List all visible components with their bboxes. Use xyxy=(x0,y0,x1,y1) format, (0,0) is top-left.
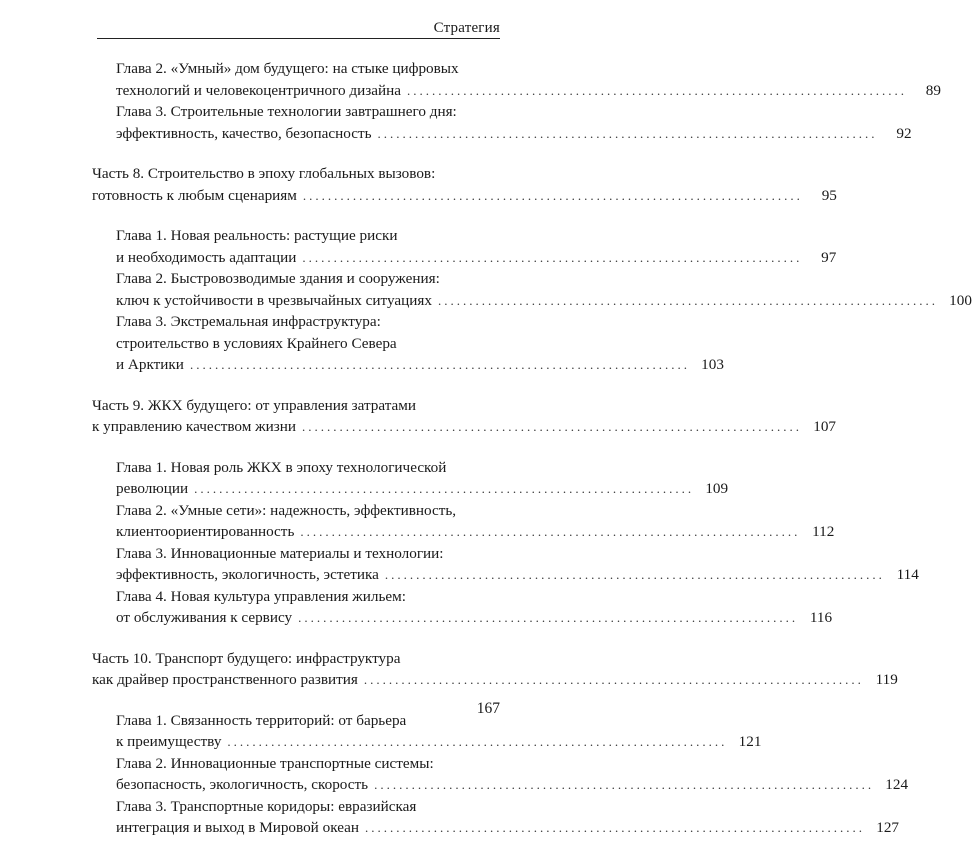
toc-page-number: 112 xyxy=(812,523,835,540)
toc-entry-last-line xyxy=(116,817,899,839)
toc-entry-line: к управлению качеством жизни xyxy=(92,418,296,435)
dot-leader: ................................................................................ xyxy=(298,610,799,625)
dot-leader: ................................................................................ xyxy=(189,357,690,372)
toc-page-number: 114 xyxy=(896,566,919,583)
dot-leader: ................................................................................ xyxy=(406,82,907,98)
toc-chapter-entry xyxy=(92,586,833,629)
toc-entry-last-line xyxy=(116,521,835,543)
toc-entry-line: как драйвер пространственного развития xyxy=(92,671,358,688)
toc-entry-line: строительство в условиях Крайнего Севера xyxy=(116,334,397,352)
toc-page-number: 119 xyxy=(875,671,898,688)
toc-entry-line: Глава 3. Инновационные материалы и технологии: xyxy=(116,544,444,562)
toc-section xyxy=(92,163,972,376)
toc-page-number: 109 xyxy=(705,480,729,497)
dot-leader: ................................................................................ xyxy=(384,567,885,582)
toc-page-number: 95 xyxy=(821,186,837,204)
dot-leader: ................................................................................ xyxy=(363,672,864,687)
toc-entry-line: безопасность, экологичность, скорость xyxy=(116,776,369,793)
toc-part-entry xyxy=(92,395,836,438)
toc-entry-line: Часть 8. Строительство в эпоху глобальных вызовов: xyxy=(92,165,436,182)
dot-leader: ................................................................................ xyxy=(227,734,728,749)
toc-entry-line: Глава 4. Новая культура управления жильем: xyxy=(116,587,406,605)
dot-leader: ................................................................................ xyxy=(302,419,802,434)
toc-part-entry xyxy=(92,648,898,691)
toc-entry-line: эффективность, качество, безопасность xyxy=(116,124,372,142)
toc-page-number: 107 xyxy=(813,418,836,435)
toc-section xyxy=(92,648,909,839)
toc-chapter-entry xyxy=(92,710,762,753)
toc-entry-line: интеграция и выход в Мировой океан xyxy=(116,819,359,836)
toc-page-number: 116 xyxy=(809,609,833,626)
toc-page-number: 89 xyxy=(925,81,941,99)
toc-entry-line: эффективность, экологичность, эстетика xyxy=(116,566,379,583)
toc-page-number: 127 xyxy=(876,819,899,836)
toc-entry-last-line xyxy=(116,354,724,376)
header-rule xyxy=(97,38,500,39)
toc-entry-last-line xyxy=(116,80,941,102)
toc-entry-line: клиентоориентированность xyxy=(116,523,295,540)
toc-chapter-entry xyxy=(92,543,919,586)
toc-page-number: 97 xyxy=(821,248,837,266)
dot-leader: ................................................................................ xyxy=(300,524,801,539)
toc-entry-line: Глава 3. Транспортные коридоры: евразийская xyxy=(116,797,417,815)
running-header-title: Стратегия xyxy=(433,20,500,36)
toc-chapter-entry xyxy=(92,268,972,311)
toc-page-number: 100 xyxy=(949,291,972,309)
toc-entry-line: революции xyxy=(116,480,189,497)
toc-section xyxy=(92,395,919,629)
toc-chapter-entry xyxy=(92,311,724,376)
toc-entry-line: ключ к устойчивости в чрезвычайных ситуациях xyxy=(116,291,432,309)
toc-chapter-entry xyxy=(92,457,729,500)
toc-entry-line: Глава 1. Связанность территорий: от барьера xyxy=(116,711,407,729)
page-number: 167 xyxy=(476,700,500,717)
toc-chapter-entry xyxy=(92,58,941,101)
toc-entry-line: Часть 10. Транспорт будущего: инфраструктура xyxy=(92,649,401,667)
toc-entry-line: Глава 2. Быстровозводимые здания и сооружения: xyxy=(116,270,440,287)
toc-page-number: 124 xyxy=(885,776,909,793)
toc-page-number: 103 xyxy=(701,356,724,373)
table-of-contents xyxy=(92,58,972,858)
toc-entry-last-line xyxy=(116,774,909,796)
toc-entry-last-line xyxy=(116,564,919,586)
toc-chapter-entry xyxy=(92,500,835,543)
toc-part-entry xyxy=(92,163,837,206)
toc-entry-line: Глава 1. Новая роль ЖКХ в эпоху технологической xyxy=(116,458,447,476)
toc-chapter-entry xyxy=(92,101,912,144)
toc-entry-line: технологий и человекоцентричного дизайна xyxy=(116,81,401,99)
toc-entry-line: от обслуживания к сервису xyxy=(116,609,293,626)
toc-entry-last-line xyxy=(116,247,837,269)
toc-entry-line: к преимуществу xyxy=(116,733,222,750)
dot-leader: ................................................................................ xyxy=(302,249,803,265)
toc-entry-last-line xyxy=(92,185,837,207)
dot-leader: ................................................................................ xyxy=(194,481,695,496)
toc-chapter-entry xyxy=(92,753,909,796)
toc-entry-last-line xyxy=(116,731,762,753)
toc-entry-last-line xyxy=(116,607,833,629)
dot-leader: ................................................................................ xyxy=(374,777,875,792)
toc-entry-last-line xyxy=(92,669,898,691)
dot-leader: ................................................................................ xyxy=(377,125,878,141)
toc-entry-line: Часть 9. ЖКХ будущего: от управления затратами xyxy=(92,396,417,414)
toc-entry-line: Глава 3. Экстремальная инфраструктура: xyxy=(116,313,381,330)
toc-entry-line: Глава 2. «Умный» дом будущего: на стыке цифровых xyxy=(116,60,459,77)
toc-entry-last-line xyxy=(92,416,836,438)
dot-leader: ................................................................................ xyxy=(365,820,865,835)
toc-chapter-entry xyxy=(92,796,899,839)
toc-entry-line: и Арктики xyxy=(116,356,184,373)
toc-chapter-entry xyxy=(92,225,837,268)
toc-entry-last-line xyxy=(116,290,972,312)
toc-entry-line: готовность к любым сценариям xyxy=(92,186,297,204)
toc-entry-line: Глава 2. Инновационные транспортные системы: xyxy=(116,754,434,772)
toc-entry-line: и необходимость адаптации xyxy=(116,248,297,266)
toc-page-number: 121 xyxy=(738,733,762,750)
toc-entry-last-line xyxy=(116,123,912,145)
dot-leader: ................................................................................ xyxy=(302,187,803,203)
toc-entry-last-line xyxy=(116,478,729,500)
toc-section xyxy=(92,58,941,144)
dot-leader: ................................................................................ xyxy=(437,292,938,308)
toc-page-number: 92 xyxy=(896,124,912,142)
toc-entry-line: Глава 3. Строительные технологии завтрашнего дня: xyxy=(116,103,457,120)
toc-entry-line: Глава 1. Новая реальность: растущие риски xyxy=(116,227,398,244)
toc-entry-line: Глава 2. «Умные сети»: надежность, эффективность, xyxy=(116,501,457,519)
